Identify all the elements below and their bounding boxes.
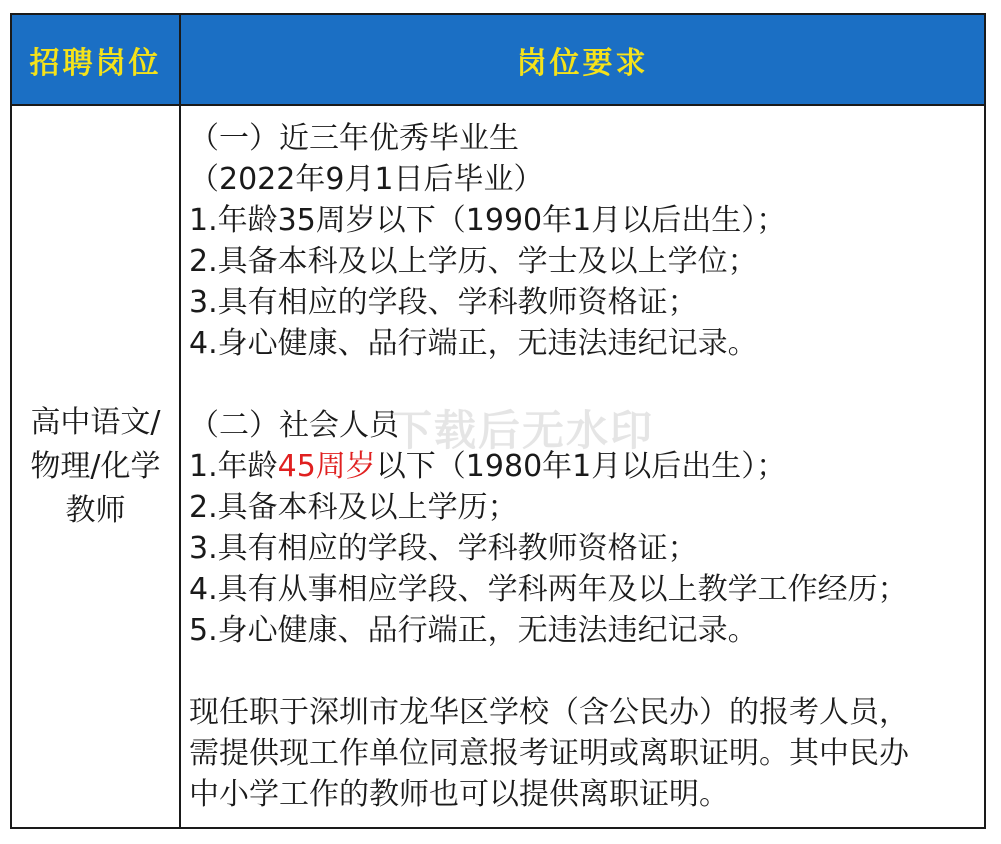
- position-line: 教师: [65, 492, 126, 528]
- list-item: 1.年龄35周岁以下（1990年1月以后出生）；: [189, 203, 787, 238]
- header-requirements: 岗位要求: [181, 15, 984, 106]
- watermark-text: 下载后无水印: [390, 406, 655, 455]
- list-item: 3.具有相应的学段、学科教师资格证；: [189, 531, 698, 566]
- note-line: 现任职于深圳市龙华区学校（含公民办）的报考人员，: [189, 695, 909, 730]
- list-item: 2.具备本科及以上学历；: [189, 490, 518, 525]
- list-item: 3.具有相应的学段、学科教师资格证；: [189, 285, 698, 320]
- requirements-cell: [181, 106, 984, 827]
- group2-title: （二）社会人员: [189, 408, 399, 443]
- note-line: 需提供现工作单位同意报考证明或离职证明。其中民办: [189, 736, 909, 771]
- list-item: 4.身心健康、品行端正，无违法违纪记录。: [189, 326, 758, 361]
- requirements-table: [10, 13, 986, 829]
- list-item: [189, 446, 984, 487]
- list-item: 2.具备本科及以上学历、学士及以上学位；: [189, 244, 758, 279]
- position-line: 物理/化学: [30, 448, 161, 484]
- group1-title: （一）近三年优秀毕业生: [189, 121, 519, 156]
- item-suffix: 以下（1980年1月以后出生）；: [375, 449, 787, 484]
- note-line: 中小学工作的教师也可以提供离职证明。: [189, 777, 729, 812]
- age-highlight: 45周岁: [277, 449, 376, 484]
- group1-subtitle: （2022年9月1日后毕业）: [189, 162, 544, 197]
- list-item: 5.身心健康、品行端正，无违法违纪记录。: [189, 613, 758, 648]
- list-item: 4.具有从事相应学段、学科两年及以上教学工作经历；: [189, 572, 908, 607]
- position-line: 高中语文/: [30, 404, 161, 440]
- header-position: 招聘岗位: [12, 15, 181, 106]
- item-prefix: 1.年龄: [189, 449, 278, 484]
- position-cell: [12, 106, 181, 827]
